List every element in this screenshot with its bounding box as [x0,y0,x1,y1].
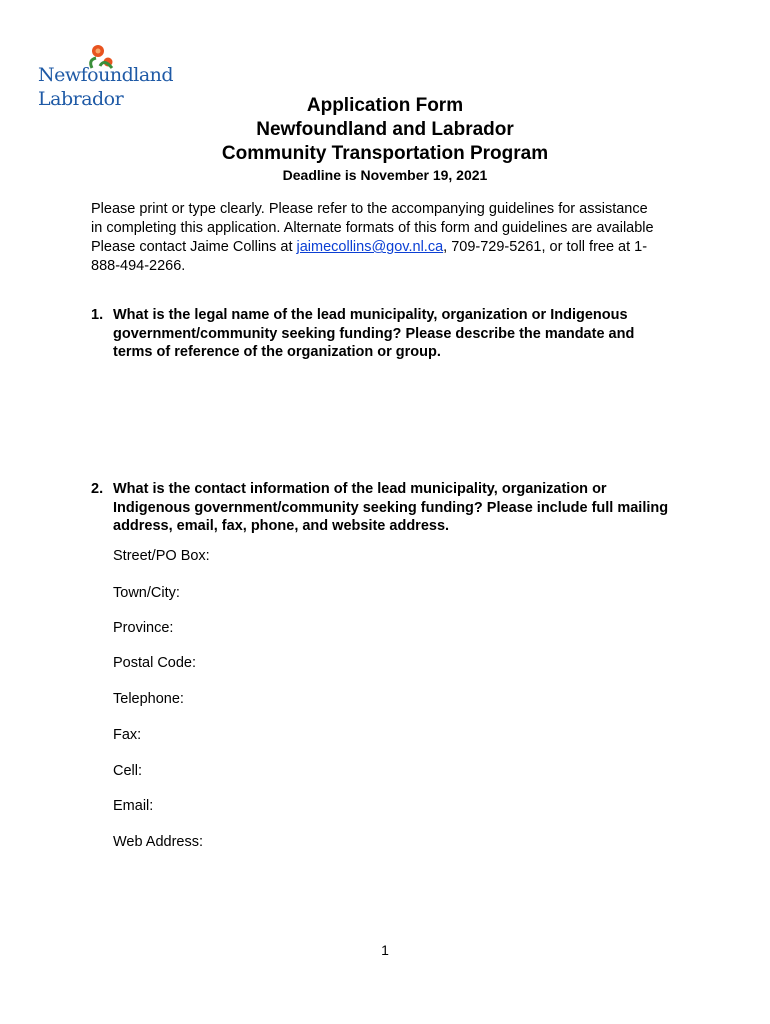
question-number: 1. [91,307,104,323]
page-number: 1 [381,942,389,958]
intro-line-4: 888-494-2266. [91,258,186,274]
field-label-province: Province: [113,620,174,636]
field-label-street: Street/PO Box: [113,548,210,564]
page-subtitle-province: Newfoundland and Labrador [256,119,514,140]
field-label-town: Town/City: [113,585,180,601]
logo-text-labrador: Labrador [38,88,124,110]
page-subtitle-program: Community Transportation Program [221,143,549,164]
contact-email-link[interactable]: jaimecollins@gov.nl.ca [296,239,444,255]
intro-line-1: Please print or type clearly. Please refer to the accompanying guidelines for assistance [91,201,648,217]
field-label-fax: Fax: [113,727,142,743]
intro-paragraph [91,200,691,276]
page-title: Application Form [306,95,464,116]
deadline-text: Deadline is November 19, 2021 [282,167,488,183]
field-label-email: Email: [113,798,154,814]
question-text: What is the contact information of the lead municipality, organization or Indigenous government/community seeking funding? Please include full mailing address, email, fax, phone, and website address. [113,481,669,534]
field-label-web-address: Web Address: [113,834,204,850]
field-label-telephone: Telephone: [113,691,184,707]
question-1 [91,306,671,362]
intro-line-3-suffix: , 709-729-5261, or toll free at 1- [443,239,648,255]
question-number: 2. [91,481,104,497]
question-2 [91,480,671,536]
logo-text-newfoundland: Newfoundland [38,64,174,86]
field-label-cell: Cell: [113,763,143,779]
intro-line-2: in completing this application. Alternate formats of this form and guidelines are available [91,220,654,236]
field-label-postal-code: Postal Code: [113,655,197,671]
question-text: What is the legal name of the lead municipality, organization or Indigenous government/community seeking funding? Please describe the mandate and terms of reference of the organization or group. [113,307,635,360]
intro-line-3-prefix: Please contact Jaime Collins at [91,239,297,255]
